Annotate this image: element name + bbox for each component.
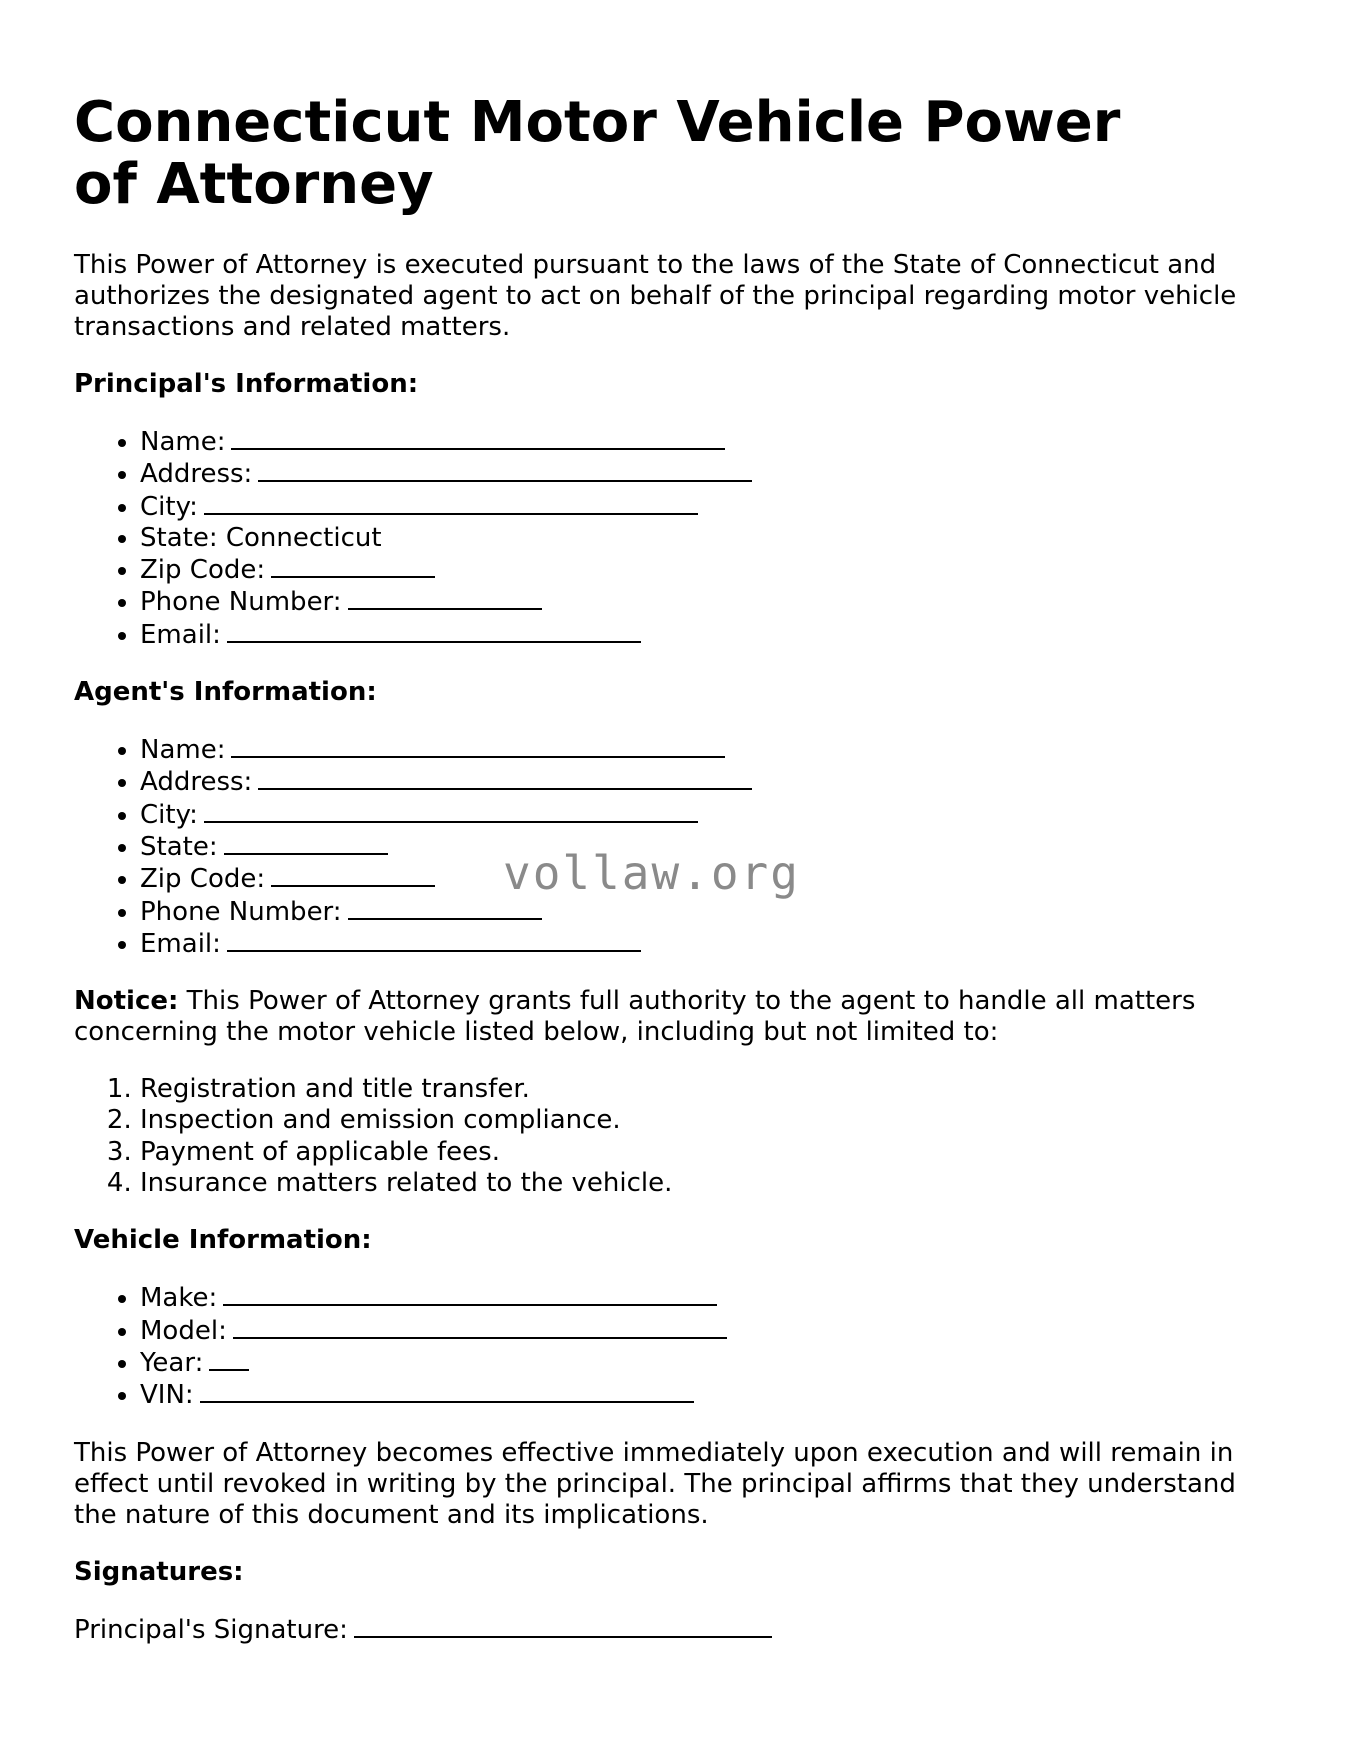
agent-city-field[interactable] (204, 799, 698, 823)
principal-heading: Principal's Information: (74, 369, 419, 399)
vehicle-make-field[interactable] (223, 1282, 717, 1306)
agent-email-field[interactable] (227, 928, 641, 952)
vehicle-make-item: • Make: (140, 1282, 1274, 1314)
agent-email-item: • Email: (140, 928, 1274, 960)
agent-city-item: • City: (140, 799, 1274, 831)
power-item: 2. Inspection and emission compliance. (140, 1105, 1274, 1136)
principal-email-field[interactable] (227, 619, 641, 643)
vehicle-year-field[interactable] (209, 1347, 249, 1371)
principal-signature-line: Principal's Signature: (74, 1614, 1274, 1646)
vehicle-vin-field[interactable] (200, 1379, 694, 1403)
vehicle-vin-item: • VIN: (140, 1379, 1274, 1411)
vehicle-model-item: • Model: (140, 1315, 1274, 1347)
principal-email-item: • Email: (140, 619, 1274, 651)
agent-heading: Agent's Information: (74, 677, 377, 708)
principal-zip-field[interactable] (271, 554, 435, 578)
principal-signature-field[interactable] (354, 1614, 772, 1638)
agent-state-item: • State: (140, 831, 1274, 863)
vehicle-year-item: • Year: (140, 1347, 1274, 1379)
principal-zip-item: • Zip Code: (140, 554, 1274, 586)
agent-address-item: • Address: (140, 766, 1274, 798)
agent-name-item: • Name: (140, 734, 1274, 766)
principal-address-item: • Address: (140, 458, 1274, 490)
intro-paragraph: This Power of Attorney is executed pursuant to the laws of the State of Connecticut and authorizes the designated agent to act on behalf of the principal regarding motor vehicle transactions and related matters. (74, 250, 1237, 342)
notice-paragraph (74, 986, 1274, 1048)
power-item: 3. Payment of applicable fees. (140, 1137, 1274, 1168)
powers-list (74, 1074, 1274, 1199)
principal-phone-field[interactable] (348, 586, 542, 610)
vehicle-model-field[interactable] (233, 1315, 727, 1339)
agent-address-field[interactable] (258, 766, 752, 790)
principal-city-field[interactable] (204, 491, 698, 515)
principal-info-list (74, 426, 1274, 651)
agent-phone-item: • Phone Number: (140, 896, 1274, 928)
vehicle-info-list (74, 1282, 1274, 1411)
vehicle-heading: Vehicle Information: (74, 1225, 372, 1256)
notice-text: This Power of Attorney grants full authority to the agent to handle all matters concerning the motor vehicle listed below, including but not limited to: (74, 986, 1196, 1048)
signatures-heading: Signatures: (74, 1556, 244, 1587)
agent-zip-field[interactable] (271, 863, 435, 887)
principal-state-item: • State: Connecticut (140, 523, 1274, 554)
agent-name-field[interactable] (231, 734, 725, 758)
agent-zip-item: • Zip Code: (140, 863, 1274, 895)
principal-address-field[interactable] (258, 458, 752, 482)
principal-name-item: • Name: (140, 426, 1274, 458)
agent-state-field[interactable] (224, 831, 388, 855)
power-item: 1. Registration and title transfer. (140, 1074, 1274, 1105)
effective-paragraph: This Power of Attorney becomes effective immediately upon execution and will remain in effect until revoked in writing by the principal. The principal affirms that they understand the nature of this document and its implications. (74, 1437, 1236, 1530)
principal-city-item: • City: (140, 491, 1274, 523)
principal-name-field[interactable] (231, 426, 725, 450)
power-item: 4. Insurance matters related to the vehicle. (140, 1168, 1274, 1199)
notice-label: Notice: (74, 986, 179, 1017)
watermark: vollaw.org (503, 846, 800, 900)
document-title: Connecticut Motor Vehicle Power of Attorney (74, 90, 1121, 217)
principal-phone-item: • Phone Number: (140, 586, 1274, 618)
